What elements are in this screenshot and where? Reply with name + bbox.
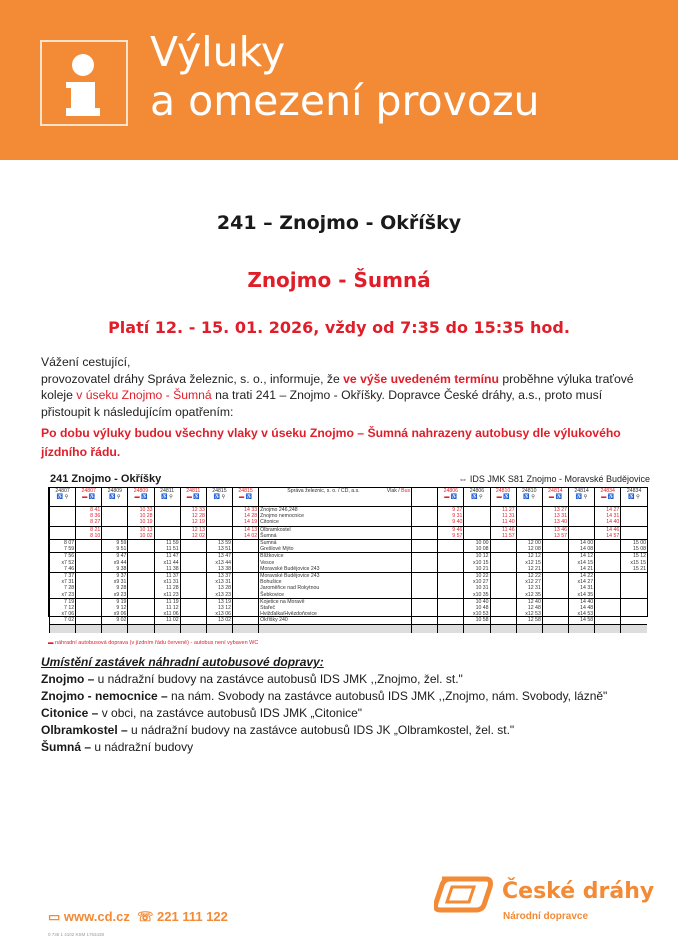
stop-item: Citonice – v obci, na zastávce autobusů IDS JMK „Citonice" <box>41 706 363 720</box>
footer-code: 0 735 1 4102 KSM 1763438 <box>48 932 105 937</box>
bus-legend: ▬ náhradní autobusová doprava (v jízdním řádu červeně) - autobus není vybaven WC <box>48 640 259 646</box>
stops-title: Umístění zastávek náhradní autobusové dopravy: <box>41 655 324 669</box>
train-number: 24815 ♿ ⚲ <box>206 488 232 507</box>
table-row: 7 56 x7 52 7 46 9 47 x9 44 9 38 11 47 x11 44 11 38 13 47 x13 44 13 38 Blížkovice Vesce Moravské Budějovice 243 10 12 x10 15 10 21 12 12 x12 15 12 21 14 12 x14 15 14 21 15 12 x15 15 15 21 <box>50 553 648 573</box>
table-row: 8 21 8 10 10 13 10 02 12 13 12 02 14 13 14 02 Olbramkostel Šumná 9 46 9 57 11 46 11 57 13 46 13 57 14 46 14 57 <box>50 526 648 539</box>
ids-note: ⇔ IDS JMK S81 Znojmo - Moravské Budějovice <box>458 474 650 484</box>
stop-item: Šumná – u nádražní budovy <box>41 740 194 754</box>
validity-period: Platí 12. - 15. 01. 2026, vždy od 7:35 do 15:35 hod. <box>108 318 570 337</box>
table-row: 8 07 7 59 9 59 9 51 11 59 11 51 13 59 13 51 Šumná Grešlové Mýto 10 00 10 08 12 00 12 08 14 00 14 08 15 00 15 08 <box>50 540 648 553</box>
website-link[interactable]: www.cd.cz <box>63 909 130 924</box>
table-row: 7 37 x7 31 7 28 x7 23 9 37 x9 31 9 28 x9 23 11 37 x11 31 11 28 x11 23 13 37 x13 31 13 28 x13 23 Moravské Budějovice 243 Bohušice Jaroměřice nad Rokytnou Šebkovice 10 22 x10 27 10 31 x10 35 12 22 x12 27 12 31 x12 35 14 22 x14 27 14 31 x14 35 <box>50 573 648 599</box>
train-number: 24834 ▬ ♿ <box>595 488 621 507</box>
train-number: 24814 ▬ ♿ <box>542 488 568 507</box>
info-icon <box>40 40 128 126</box>
stop-item: Znojmo - nemocnice – na nám. Svobody na zastávce autobusů IDS JMK ,,Znojmo, nám. Svobody, lázně" <box>41 689 608 703</box>
train-number: 24811 ▬ ♿ <box>180 488 206 507</box>
intro-text: Vážení cestující, provozovatel dráhy Správa železnic, s. o., informuje, že ve výše uvedeném termínu proběhne výluka traťové koleje v úseku Znojmo - Šumná na trati 241 – Znojmo - Okříšky. Dopravce České dráhy, a.s., proto musí přistoupit k následujícím opatřením: <box>41 355 634 419</box>
section-title: Znojmo - Šumná <box>247 268 431 292</box>
stop-item: Olbramkostel – u nádražní budovy na zastávce autobusů IDS JK „Olbramkostel, žel. st." <box>41 723 515 737</box>
train-number: 24807 ♿ ⚲ <box>50 488 76 507</box>
train-number: 24810 ♿ ⚲ <box>516 488 542 507</box>
brand-name: České dráhy <box>502 879 655 904</box>
train-number: 24814 ♿ ⚲ <box>568 488 594 507</box>
train-number: 24815 ▬ ♿ <box>232 488 258 507</box>
footer-contact <box>48 909 228 925</box>
train-number: 24811 ♿ ⚲ <box>154 488 180 507</box>
timetable-title: 241 Znojmo - Okříšky <box>50 473 162 485</box>
timetable <box>48 487 648 624</box>
train-number: 24807 ▬ ♿ <box>76 488 102 507</box>
train-number: 24809 ♿ ⚲ <box>102 488 128 507</box>
table-row: 7 19 7 12 x7 06 7 02 9 19 9 12 x9 06 9 02 11 19 11 12 x11 06 11 02 13 19 13 12 x13 06 13 02 Kojetice na Moravě Stařeč Hvižďalka/Hvězdoňovice Okříšky 240 10 40 10 48 x10 53 10 58 12 40 12 48 x12 53 12 58 14 40 14 48 x14 53 14 58 <box>50 598 648 624</box>
operator: Správa železnic, s. o. / ČD, a.s. Vlak / Bus <box>259 488 412 507</box>
brand-subtitle: Národní dopravce <box>503 911 589 922</box>
line-title: 241 – Znojmo - Okříšky <box>216 212 462 234</box>
train-number: 24806 ▬ ♿ <box>438 488 464 507</box>
train-number: 24806 ♿ ⚲ <box>464 488 490 507</box>
header-title: Výluky a omezení provozu <box>150 28 540 125</box>
stops-list <box>41 671 607 756</box>
cd-logo-icon <box>434 875 494 913</box>
phone-number: 221 111 122 <box>157 909 228 924</box>
phone-icon: ☏ <box>137 909 154 924</box>
web-icon: ▭ <box>48 909 61 924</box>
replacement-notice: Po dobu výluky budou všechny vlaky v úseku Znojmo – Šumná nahrazeny autobusy dle výlukového jízdního řádu. <box>41 426 621 459</box>
stop-item: Znojmo – u nádražní budovy na zastávce autobusů IDS JMK ,,Znojmo, žel. st." <box>41 672 463 686</box>
train-number: 24809 ▬ ♿ <box>128 488 154 507</box>
table-row: 8 41 8 36 8 27 10 33 10 28 10 19 12 33 12 28 12 19 14 33 14 28 14 19 Znojmo 246,248 Znojmo nemocnice Citonice 9 27 9 31 9 40 11 27 11 31 11 40 13 27 13 31 13 40 14 27 14 31 14 40 <box>50 507 648 527</box>
train-number: 24810 ▬ ♿ <box>490 488 516 507</box>
header-banner <box>0 0 678 160</box>
train-number: 24834 ♿ ⚲ <box>621 488 647 507</box>
